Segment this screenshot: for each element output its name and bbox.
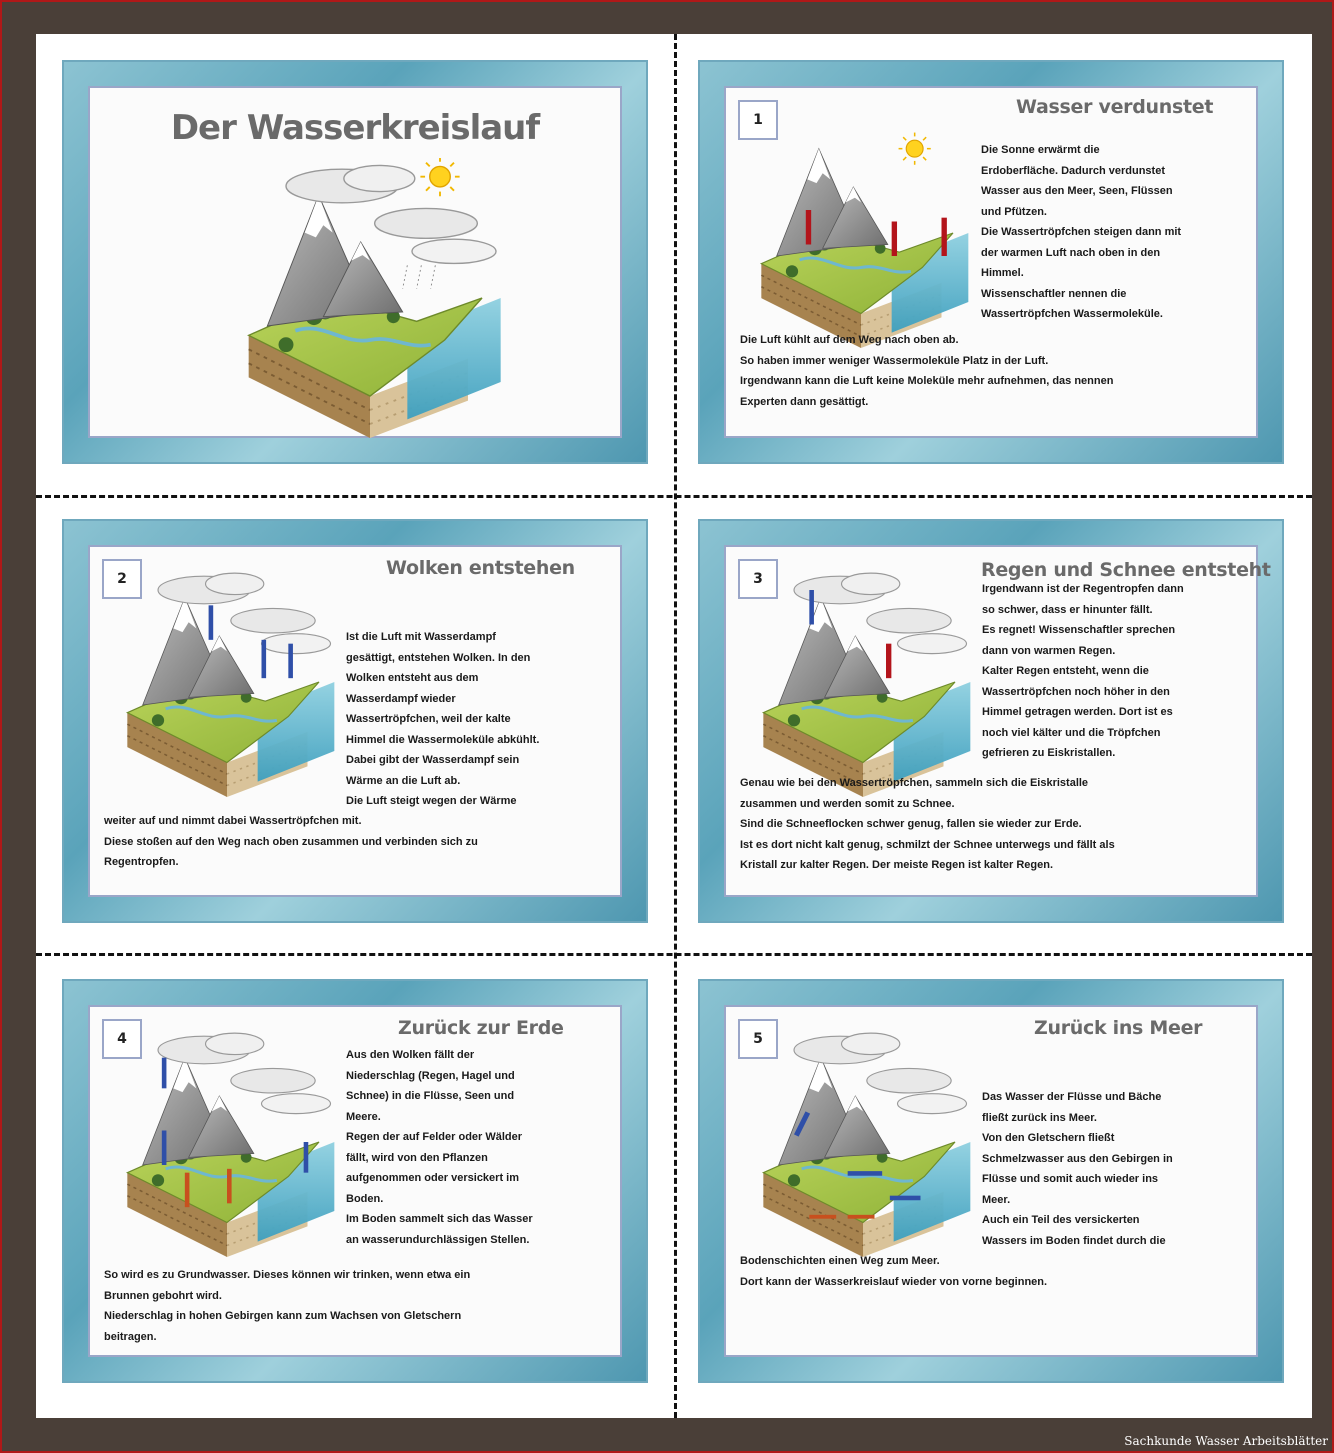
text-line: Regentropfen. [104, 856, 179, 868]
card-3-side-text [982, 579, 1254, 764]
text-line: Wassertröpfchen noch höher in den [982, 685, 1170, 698]
text-line: Wasserdampf wieder [346, 692, 456, 705]
card-2-bottom-text [104, 811, 624, 873]
cut-line-horizontal-1 [36, 495, 1312, 498]
text-line: zusammen und werden somit zu Schnee. [740, 797, 955, 810]
text-line: Erdoberfläche. Dadurch verdunstet [981, 164, 1165, 177]
card-3 [698, 519, 1284, 923]
card-4 [62, 979, 648, 1383]
text-line: Niederschlag in hohen Gebirgen kann zum Wachsen von Gletschern [104, 1310, 462, 1322]
blue-arrow-icon [262, 640, 267, 678]
text-line: Im Boden sammelt sich das Wasser [346, 1213, 533, 1225]
text-line: Ist es dort nicht kalt genug, schmilzt der Schnee unterwegs und fällt als [740, 838, 1115, 851]
card-number: 5 [738, 1019, 778, 1059]
text-line: Flüsse und somit auch wieder ins [982, 1173, 1159, 1185]
blue-arrow-icon [162, 1058, 167, 1089]
orange-arrow-icon [227, 1169, 232, 1204]
card-number: 1 [738, 100, 778, 140]
text-line: Himmel. [981, 267, 1024, 279]
card-4-inner [88, 1005, 622, 1357]
card-5-side-text [982, 1087, 1254, 1251]
blue-arrow-icon [162, 1131, 167, 1166]
text-line: gesättigt, entstehen Wolken. In den [346, 651, 531, 664]
card-title: Zurück ins Meer [1034, 1017, 1203, 1039]
text-line: gefrieren zu Eiskristallen. [982, 747, 1116, 759]
card-1-inner [724, 86, 1258, 438]
text-line: Diese stoßen auf den Weg nach oben zusammen und verbinden sich zu [104, 835, 478, 848]
card-title: Zurück zur Erde [398, 1017, 564, 1039]
blue-arrow-icon [304, 1142, 309, 1173]
card-5-bottom-text [740, 1251, 1260, 1292]
text-line: Wolken entsteht aus dem [346, 672, 479, 684]
card-cover [62, 60, 648, 464]
text-line: Von den Gletschern fließt [982, 1132, 1115, 1144]
card-1-side-text [981, 140, 1241, 325]
text-line: noch viel kälter und die Tröpfchen [982, 726, 1161, 739]
text-line: Wassers im Boden findet durch die [982, 1234, 1166, 1247]
red-arrow-icon [892, 222, 897, 257]
card-5 [698, 979, 1284, 1383]
return-to-earth-illustration [112, 1027, 342, 1257]
card-3-bottom-text [740, 773, 1260, 876]
blue-arrow-icon [890, 1196, 921, 1201]
card-5-inner [724, 1005, 1258, 1357]
card-number: 3 [738, 559, 778, 599]
orange-arrow-icon [185, 1173, 190, 1208]
card-2 [62, 519, 648, 923]
text-line: Aus den Wolken fällt der [346, 1049, 475, 1061]
text-line: Meere. [346, 1110, 381, 1123]
red-arrow-icon [886, 644, 891, 679]
orange-arrow-icon [809, 1215, 836, 1219]
text-line: Kristall zur kalter Regen. Der meiste Regen ist kalter Regen. [740, 859, 1054, 871]
text-line: Boden. [346, 1192, 384, 1205]
text-line: Schnee) in die Flüsse, Seen und [346, 1090, 515, 1102]
card-3-inner [724, 545, 1271, 897]
text-line: Irgendwann ist der Regentropfen dann [982, 583, 1184, 595]
text-line: Brunnen gebohrt wird. [104, 1289, 222, 1302]
text-line: Sind die Schneeflocken schwer genug, fallen sie wieder zur Erde. [740, 818, 1082, 830]
text-line: Es regnet! Wissenschaftler sprechen [982, 624, 1176, 636]
page-title: Der Wasserkreislauf [170, 108, 540, 148]
footer-caption: Sachkunde Wasser Arbeitsblätter [1124, 1434, 1328, 1448]
text-line: Schmelzwasser aus den Gebirgen in [982, 1152, 1173, 1165]
text-line: Die Luft kühlt auf dem Weg nach oben ab. [740, 334, 959, 346]
sun-icon [899, 133, 931, 165]
card-title: Wasser verdunstet [1016, 96, 1214, 118]
text-line: Bodenschichten einen Weg zum Meer. [740, 1255, 940, 1267]
clouds-illustration [112, 567, 342, 797]
text-line: und Pfützen. [981, 205, 1047, 218]
text-line: fließt zurück ins Meer. [982, 1111, 1097, 1124]
blue-arrow-icon [848, 1171, 883, 1176]
orange-arrow-icon [848, 1215, 875, 1219]
sun-icon [420, 158, 459, 196]
card-2-inner [88, 545, 622, 897]
text-line: Wassertröpfchen Wassermoleküle. [981, 308, 1163, 320]
text-line: Genau wie bei den Wassertröpfchen, sammeln sich die Eiskristalle [740, 777, 1089, 789]
blue-arrow-icon [209, 605, 214, 640]
text-line: Meer. [982, 1193, 1011, 1206]
cut-line-horizontal-2 [36, 953, 1312, 956]
return-to-sea-illustration [748, 1027, 978, 1257]
text-line: weiter auf und nimmt dabei Wassertröpfchen mit. [104, 815, 362, 827]
text-line: So haben immer weniger Wassermoleküle Platz in der Luft. [740, 354, 1049, 367]
text-line: Wärme an die Luft ab. [346, 774, 461, 787]
text-line: Dort kann der Wasserkreislauf wieder von vorne beginnen. [740, 1275, 1048, 1288]
cut-line-vertical [674, 34, 677, 1418]
text-line: dann von warmen Regen. [982, 644, 1116, 657]
text-line: Die Wassertröpfchen steigen dann mit [981, 226, 1182, 238]
water-cycle-illustration [220, 158, 520, 438]
card-1 [698, 60, 1284, 464]
blue-arrow-icon [809, 590, 814, 625]
text-line: Regen der auf Felder oder Wälder [346, 1131, 523, 1143]
card-title: Regen und Schnee entsteht [981, 559, 1271, 581]
text-line: aufgenommen oder versickert im [346, 1172, 520, 1184]
card-cover-inner [88, 86, 622, 438]
text-line: Dabei gibt der Wasserdampf sein [346, 754, 520, 766]
text-line: Wasser aus den Meer, Seen, Flüssen [981, 185, 1173, 197]
blue-arrow-icon [288, 644, 293, 679]
text-line: Ist die Luft mit Wasserdampf [346, 631, 496, 643]
evaporation-illustration [746, 118, 976, 348]
card-number: 4 [102, 1019, 142, 1059]
text-line: Wassertröpfchen, weil der kalte [346, 713, 511, 725]
text-line: Die Sonne erwärmt die [981, 144, 1100, 156]
card-title: Wolken entstehen [386, 557, 575, 579]
text-line: Die Luft steigt wegen der Wärme [346, 795, 517, 807]
text-line: an wasserundurchlässigen Stellen. [346, 1233, 530, 1246]
card-4-side-text [346, 1045, 616, 1250]
card-4-bottom-text [104, 1265, 624, 1347]
text-line: Niederschlag (Regen, Hagel und [346, 1069, 515, 1082]
text-line: So wird es zu Grundwasser. Dieses können wir trinken, wenn etwa ein [104, 1269, 471, 1281]
text-line: Irgendwann kann die Luft keine Moleküle mehr aufnehmen, das nennen [740, 375, 1114, 387]
text-line: so schwer, dass er hinunter fällt. [982, 603, 1153, 616]
card-1-bottom-text [740, 330, 1260, 412]
red-arrow-icon [942, 218, 947, 256]
text-line: Himmel die Wassermoleküle abkühlt. [346, 733, 540, 746]
text-line: Experten dann gesättigt. [740, 395, 869, 408]
text-line: fällt, wird von den Pflanzen [346, 1151, 488, 1164]
text-line: Auch ein Teil des versickerten [982, 1214, 1140, 1226]
text-line: der warmen Luft nach oben in den [981, 246, 1161, 259]
card-number: 2 [102, 559, 142, 599]
text-line: Himmel getragen werden. Dort ist es [982, 706, 1173, 718]
text-line: Wissenschaftler nennen die [981, 287, 1127, 300]
rain-illustration [748, 567, 978, 797]
text-line: beitragen. [104, 1330, 157, 1343]
text-line: Das Wasser der Flüsse und Bäche [982, 1091, 1162, 1103]
card-2-side-text [346, 627, 616, 812]
text-line: Kalter Regen entsteht, wenn die [982, 665, 1149, 677]
red-arrow-icon [806, 210, 811, 245]
